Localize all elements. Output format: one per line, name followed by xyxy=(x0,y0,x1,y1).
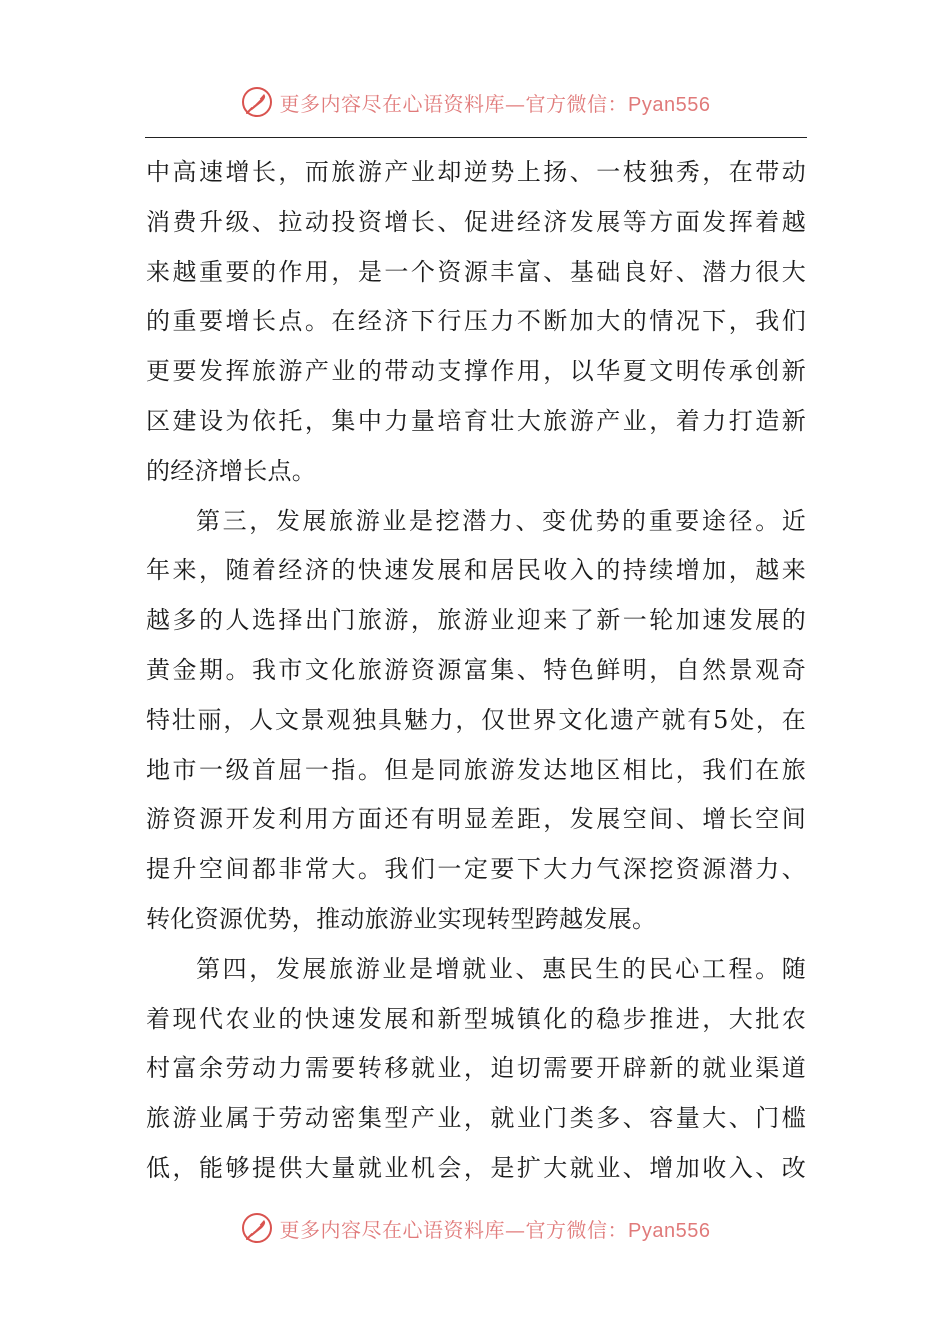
text-line: 年来，随着经济的快速发展和居民收入的持续增加，越来 xyxy=(146,556,806,585)
text-line: 村富余劳动力需要转移就业，迫切需要开辟新的就业渠道 xyxy=(146,1054,806,1083)
header-divider xyxy=(145,137,807,138)
text-line: 游资源开发利用方面还有明显差距，发展空间、增长空间 xyxy=(146,805,806,834)
text-line: 消费升级、拉动投资增长、促进经济发展等方面发挥着越 xyxy=(146,207,806,236)
document-body xyxy=(146,148,806,1194)
watermark-text: 更多内容尽在心语资料库—官方微信：Pyan556 xyxy=(279,91,711,116)
text-line: 第三，发展旅游业是挖潜力、变优势的重要途径。近 xyxy=(196,506,806,535)
text-line: 越多的人选择出门旅游，旅游业迎来了新一轮加速发展的 xyxy=(146,606,806,635)
quill-logo-icon xyxy=(240,1211,274,1245)
text-line: 地市一级首屈一指。但是同旅游发达地区相比，我们在旅 xyxy=(146,755,806,784)
brand xyxy=(240,1211,711,1245)
text-line: 来越重要的作用，是一个资源丰富、基础良好、潜力很大 xyxy=(146,257,806,286)
footer-watermark xyxy=(0,1208,950,1248)
brand xyxy=(240,85,711,119)
text-line: 的经济增长点。 xyxy=(146,456,317,485)
text-line: 旅游业属于劳动密集型产业，就业门类多、容量大、门槛 xyxy=(146,1104,806,1133)
text-line: 低，能够提供大量就业机会，是扩大就业、增加收入、改 xyxy=(146,1153,806,1182)
text-line: 特壮丽，人文景观独具魅力，仅世界文化遗产就有5处，在 xyxy=(146,705,806,734)
quill-logo-icon xyxy=(240,85,274,119)
text-line: 中高速增长，而旅游产业却逆势上扬、一枝独秀，在带动 xyxy=(146,158,806,186)
header-watermark xyxy=(0,82,950,122)
text-line: 提升空间都非常大。我们一定要下大力气深挖资源潜力、 xyxy=(146,855,806,884)
text-line: 转化资源优势，推动旅游业实现转型跨越发展。 xyxy=(146,904,657,933)
text-line: 第四，发展旅游业是增就业、惠民生的民心工程。随 xyxy=(196,954,806,983)
text-line: 黄金期。我市文化旅游资源富集、特色鲜明，自然景观奇 xyxy=(146,655,806,684)
text-line: 的重要增长点。在经济下行压力不断加大的情况下，我们 xyxy=(146,307,806,336)
text-line: 着现代农业的快速发展和新型城镇化的稳步推进，大批农 xyxy=(146,1004,806,1033)
text-line: 更要发挥旅游产业的带动支撑作用，以华夏文明传承创新 xyxy=(146,357,806,386)
watermark-text: 更多内容尽在心语资料库—官方微信：Pyan556 xyxy=(279,1217,711,1242)
text-line: 区建设为依托，集中力量培育壮大旅游产业，着力打造新 xyxy=(146,406,806,435)
